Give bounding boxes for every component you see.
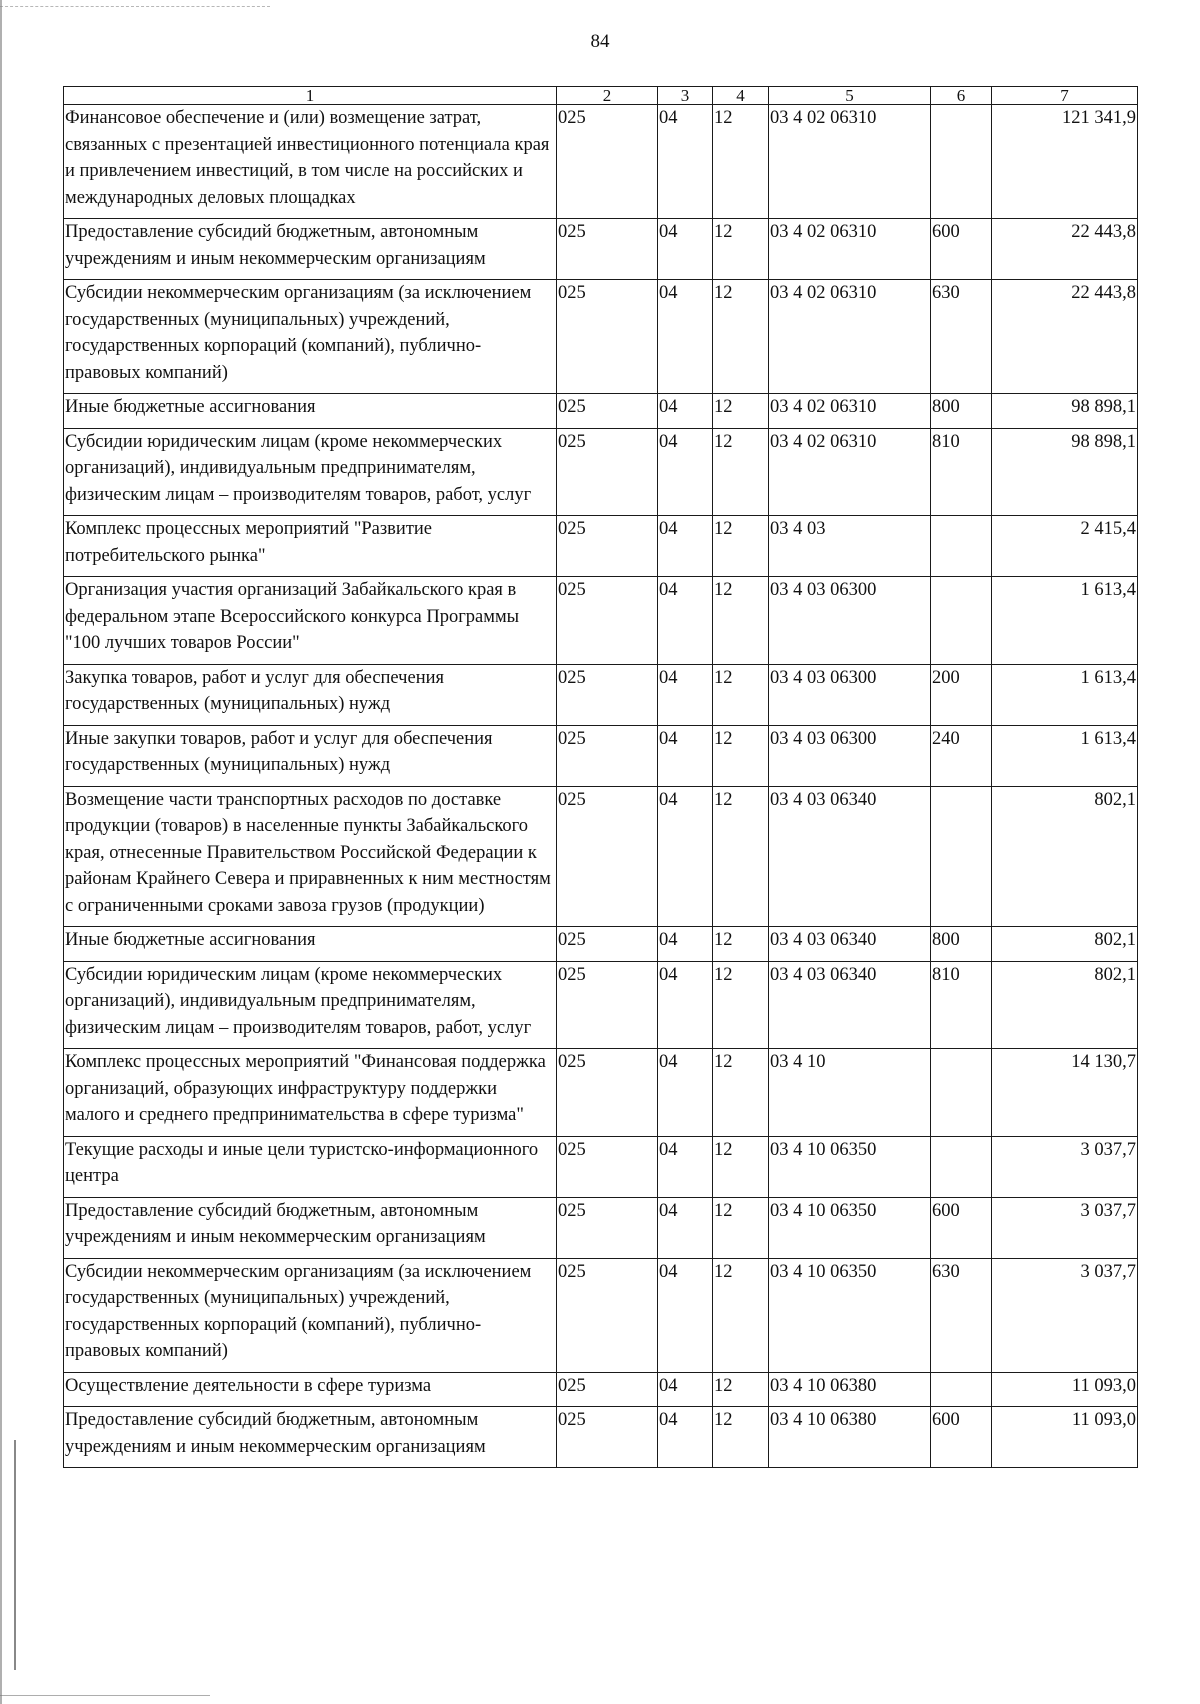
row-ministry-cell: 025 xyxy=(557,105,658,219)
row-name-cell: Комплекс процессных мероприятий "Развитие потребительского рынка" xyxy=(64,516,557,577)
table-row xyxy=(64,280,1138,394)
row-expense-type-cell: 200 xyxy=(931,664,992,725)
row-target-code-cell: 03 4 03 06340 xyxy=(769,786,931,927)
row-ministry-cell: 025 xyxy=(557,577,658,665)
column-header: 3 xyxy=(658,87,713,105)
row-section-cell: 04 xyxy=(658,725,713,786)
row-subsection-cell: 12 xyxy=(713,1136,769,1197)
row-amount-cell: 22 443,8 xyxy=(992,280,1138,394)
row-section-cell: 04 xyxy=(658,1197,713,1258)
row-target-code-cell: 03 4 10 06350 xyxy=(769,1197,931,1258)
row-expense-type-cell xyxy=(931,516,992,577)
row-section-cell: 04 xyxy=(658,577,713,665)
row-amount-cell: 3 037,7 xyxy=(992,1258,1138,1372)
row-amount-cell: 1 613,4 xyxy=(992,664,1138,725)
table-row xyxy=(64,961,1138,1049)
table-body xyxy=(64,87,1138,1468)
row-section-cell: 04 xyxy=(658,1136,713,1197)
row-subsection-cell: 12 xyxy=(713,1407,769,1468)
row-name-cell: Возмещение части транспортных расходов по доставке продукции (товаров) в населенные пункты Забайкальского края, отнесенные Правительством Российской Федерации к районам Крайнего Севера и приравненных к ним местностям с ограниченными сроками завоза грузов (продукции) xyxy=(64,786,557,927)
table-row xyxy=(64,577,1138,665)
row-name-cell: Организация участия организаций Забайкальского края в федеральном этапе Всероссийского конкурса Программы "100 лучших товаров России" xyxy=(64,577,557,665)
row-name-cell: Субсидии некоммерческим организациям (за исключением государственных (муниципальных) учреждений, государственных корпораций (компаний), публично-правовых компаний) xyxy=(64,1258,557,1372)
row-ministry-cell: 025 xyxy=(557,428,658,516)
row-name-cell: Субсидии некоммерческим организациям (за исключением государственных (муниципальных) учреждений, государственных корпораций (компаний), публично-правовых компаний) xyxy=(64,280,557,394)
row-section-cell: 04 xyxy=(658,1049,713,1137)
row-target-code-cell: 03 4 02 06310 xyxy=(769,280,931,394)
table-row xyxy=(64,219,1138,280)
scan-mark xyxy=(0,6,270,8)
row-ministry-cell: 025 xyxy=(557,1372,658,1407)
row-section-cell: 04 xyxy=(658,664,713,725)
table-row xyxy=(64,1258,1138,1372)
row-ministry-cell: 025 xyxy=(557,516,658,577)
row-ministry-cell: 025 xyxy=(557,1049,658,1137)
table-row xyxy=(64,105,1138,219)
row-section-cell: 04 xyxy=(658,1407,713,1468)
table-row xyxy=(64,1407,1138,1468)
column-header: 6 xyxy=(931,87,992,105)
row-amount-cell: 22 443,8 xyxy=(992,219,1138,280)
row-name-cell: Иные бюджетные ассигнования xyxy=(64,927,557,962)
row-target-code-cell: 03 4 10 06350 xyxy=(769,1136,931,1197)
row-section-cell: 04 xyxy=(658,394,713,429)
row-ministry-cell: 025 xyxy=(557,1407,658,1468)
table-row xyxy=(64,927,1138,962)
row-expense-type-cell: 600 xyxy=(931,1407,992,1468)
row-subsection-cell: 12 xyxy=(713,1049,769,1137)
row-name-cell: Субсидии юридическим лицам (кроме некоммерческих организаций), индивидуальным предпринимателям, физическим лицам – производителям товаров, работ, услуг xyxy=(64,961,557,1049)
row-target-code-cell: 03 4 03 06340 xyxy=(769,961,931,1049)
row-expense-type-cell: 800 xyxy=(931,394,992,429)
row-amount-cell: 11 093,0 xyxy=(992,1372,1138,1407)
row-amount-cell: 1 613,4 xyxy=(992,577,1138,665)
row-expense-type-cell xyxy=(931,577,992,665)
row-amount-cell: 98 898,1 xyxy=(992,394,1138,429)
scan-mark xyxy=(14,1440,16,1670)
row-amount-cell: 802,1 xyxy=(992,961,1138,1049)
table-row xyxy=(64,1049,1138,1137)
row-target-code-cell: 03 4 10 06380 xyxy=(769,1372,931,1407)
row-name-cell: Финансовое обеспечение и (или) возмещение затрат, связанных с презентацией инвестиционного потенциала края и привлечением инвестиций, в том числе на российских и международных деловых площадках xyxy=(64,105,557,219)
row-amount-cell: 802,1 xyxy=(992,927,1138,962)
row-expense-type-cell: 810 xyxy=(931,428,992,516)
row-expense-type-cell xyxy=(931,1372,992,1407)
row-ministry-cell: 025 xyxy=(557,786,658,927)
row-subsection-cell: 12 xyxy=(713,280,769,394)
row-subsection-cell: 12 xyxy=(713,577,769,665)
column-header: 2 xyxy=(557,87,658,105)
budget-table xyxy=(63,86,1138,1468)
row-name-cell: Иные бюджетные ассигнования xyxy=(64,394,557,429)
row-expense-type-cell: 600 xyxy=(931,219,992,280)
row-expense-type-cell: 800 xyxy=(931,927,992,962)
row-subsection-cell: 12 xyxy=(713,927,769,962)
row-name-cell: Текущие расходы и иные цели туристско-информационного центра xyxy=(64,1136,557,1197)
row-subsection-cell: 12 xyxy=(713,219,769,280)
row-section-cell: 04 xyxy=(658,219,713,280)
table-row xyxy=(64,516,1138,577)
row-amount-cell: 2 415,4 xyxy=(992,516,1138,577)
row-section-cell: 04 xyxy=(658,927,713,962)
column-header: 7 xyxy=(992,87,1138,105)
row-target-code-cell: 03 4 02 06310 xyxy=(769,105,931,219)
row-target-code-cell: 03 4 10 xyxy=(769,1049,931,1137)
row-ministry-cell: 025 xyxy=(557,927,658,962)
row-target-code-cell: 03 4 03 06300 xyxy=(769,664,931,725)
row-expense-type-cell: 630 xyxy=(931,1258,992,1372)
row-ministry-cell: 025 xyxy=(557,1197,658,1258)
row-amount-cell: 14 130,7 xyxy=(992,1049,1138,1137)
row-subsection-cell: 12 xyxy=(713,1372,769,1407)
row-amount-cell: 11 093,0 xyxy=(992,1407,1138,1468)
row-name-cell: Осуществление деятельности в сфере туризма xyxy=(64,1372,557,1407)
row-section-cell: 04 xyxy=(658,1258,713,1372)
table-row xyxy=(64,394,1138,429)
row-subsection-cell: 12 xyxy=(713,1197,769,1258)
row-amount-cell: 98 898,1 xyxy=(992,428,1138,516)
row-subsection-cell: 12 xyxy=(713,1258,769,1372)
row-section-cell: 04 xyxy=(658,1372,713,1407)
row-target-code-cell: 03 4 03 06340 xyxy=(769,927,931,962)
column-header: 4 xyxy=(713,87,769,105)
row-ministry-cell: 025 xyxy=(557,394,658,429)
row-target-code-cell: 03 4 02 06310 xyxy=(769,394,931,429)
row-expense-type-cell xyxy=(931,1049,992,1137)
row-subsection-cell: 12 xyxy=(713,786,769,927)
row-ministry-cell: 025 xyxy=(557,280,658,394)
row-section-cell: 04 xyxy=(658,105,713,219)
row-subsection-cell: 12 xyxy=(713,725,769,786)
table-row xyxy=(64,664,1138,725)
row-target-code-cell: 03 4 10 06350 xyxy=(769,1258,931,1372)
table-row xyxy=(64,1372,1138,1407)
row-subsection-cell: 12 xyxy=(713,105,769,219)
table-row xyxy=(64,786,1138,927)
row-expense-type-cell xyxy=(931,105,992,219)
row-ministry-cell: 025 xyxy=(557,219,658,280)
row-ministry-cell: 025 xyxy=(557,1258,658,1372)
table-row xyxy=(64,428,1138,516)
row-expense-type-cell: 810 xyxy=(931,961,992,1049)
row-name-cell: Закупка товаров, работ и услуг для обеспечения государственных (муниципальных) нужд xyxy=(64,664,557,725)
column-header: 5 xyxy=(769,87,931,105)
row-amount-cell: 3 037,7 xyxy=(992,1136,1138,1197)
row-subsection-cell: 12 xyxy=(713,664,769,725)
row-target-code-cell: 03 4 03 06300 xyxy=(769,577,931,665)
row-name-cell: Предоставление субсидий бюджетным, автономным учреждениям и иным некоммерческим организациям xyxy=(64,1407,557,1468)
row-name-cell: Предоставление субсидий бюджетным, автономным учреждениям и иным некоммерческим организациям xyxy=(64,219,557,280)
row-name-cell: Субсидии юридическим лицам (кроме некоммерческих организаций), индивидуальным предпринимателям, физическим лицам – производителям товаров, работ, услуг xyxy=(64,428,557,516)
row-ministry-cell: 025 xyxy=(557,1136,658,1197)
row-target-code-cell: 03 4 02 06310 xyxy=(769,428,931,516)
row-section-cell: 04 xyxy=(658,280,713,394)
row-amount-cell: 3 037,7 xyxy=(992,1197,1138,1258)
row-target-code-cell: 03 4 03 xyxy=(769,516,931,577)
row-ministry-cell: 025 xyxy=(557,725,658,786)
row-ministry-cell: 025 xyxy=(557,664,658,725)
row-name-cell: Комплекс процессных мероприятий "Финансовая поддержка организаций, образующих инфраструктуру поддержки малого и среднего предпринимательства в сфере туризма" xyxy=(64,1049,557,1137)
row-name-cell: Предоставление субсидий бюджетным, автономным учреждениям и иным некоммерческим организациям xyxy=(64,1197,557,1258)
row-expense-type-cell: 630 xyxy=(931,280,992,394)
page-number: 84 xyxy=(590,31,610,52)
row-target-code-cell: 03 4 10 06380 xyxy=(769,1407,931,1468)
row-subsection-cell: 12 xyxy=(713,394,769,429)
row-amount-cell: 121 341,9 xyxy=(992,105,1138,219)
row-section-cell: 04 xyxy=(658,516,713,577)
row-ministry-cell: 025 xyxy=(557,961,658,1049)
row-expense-type-cell xyxy=(931,1136,992,1197)
row-expense-type-cell: 240 xyxy=(931,725,992,786)
table-header-row xyxy=(64,87,1138,105)
row-subsection-cell: 12 xyxy=(713,428,769,516)
row-target-code-cell: 03 4 02 06310 xyxy=(769,219,931,280)
row-expense-type-cell: 600 xyxy=(931,1197,992,1258)
row-section-cell: 04 xyxy=(658,786,713,927)
table-row xyxy=(64,1197,1138,1258)
scan-mark xyxy=(0,1695,210,1697)
table-row xyxy=(64,1136,1138,1197)
row-target-code-cell: 03 4 03 06300 xyxy=(769,725,931,786)
row-section-cell: 04 xyxy=(658,428,713,516)
row-name-cell: Иные закупки товаров, работ и услуг для обеспечения государственных (муниципальных) нужд xyxy=(64,725,557,786)
row-subsection-cell: 12 xyxy=(713,516,769,577)
row-amount-cell: 1 613,4 xyxy=(992,725,1138,786)
scan-edge xyxy=(0,0,2,1704)
row-amount-cell: 802,1 xyxy=(992,786,1138,927)
row-subsection-cell: 12 xyxy=(713,961,769,1049)
column-header: 1 xyxy=(64,87,557,105)
row-expense-type-cell xyxy=(931,786,992,927)
row-section-cell: 04 xyxy=(658,961,713,1049)
table-row xyxy=(64,725,1138,786)
